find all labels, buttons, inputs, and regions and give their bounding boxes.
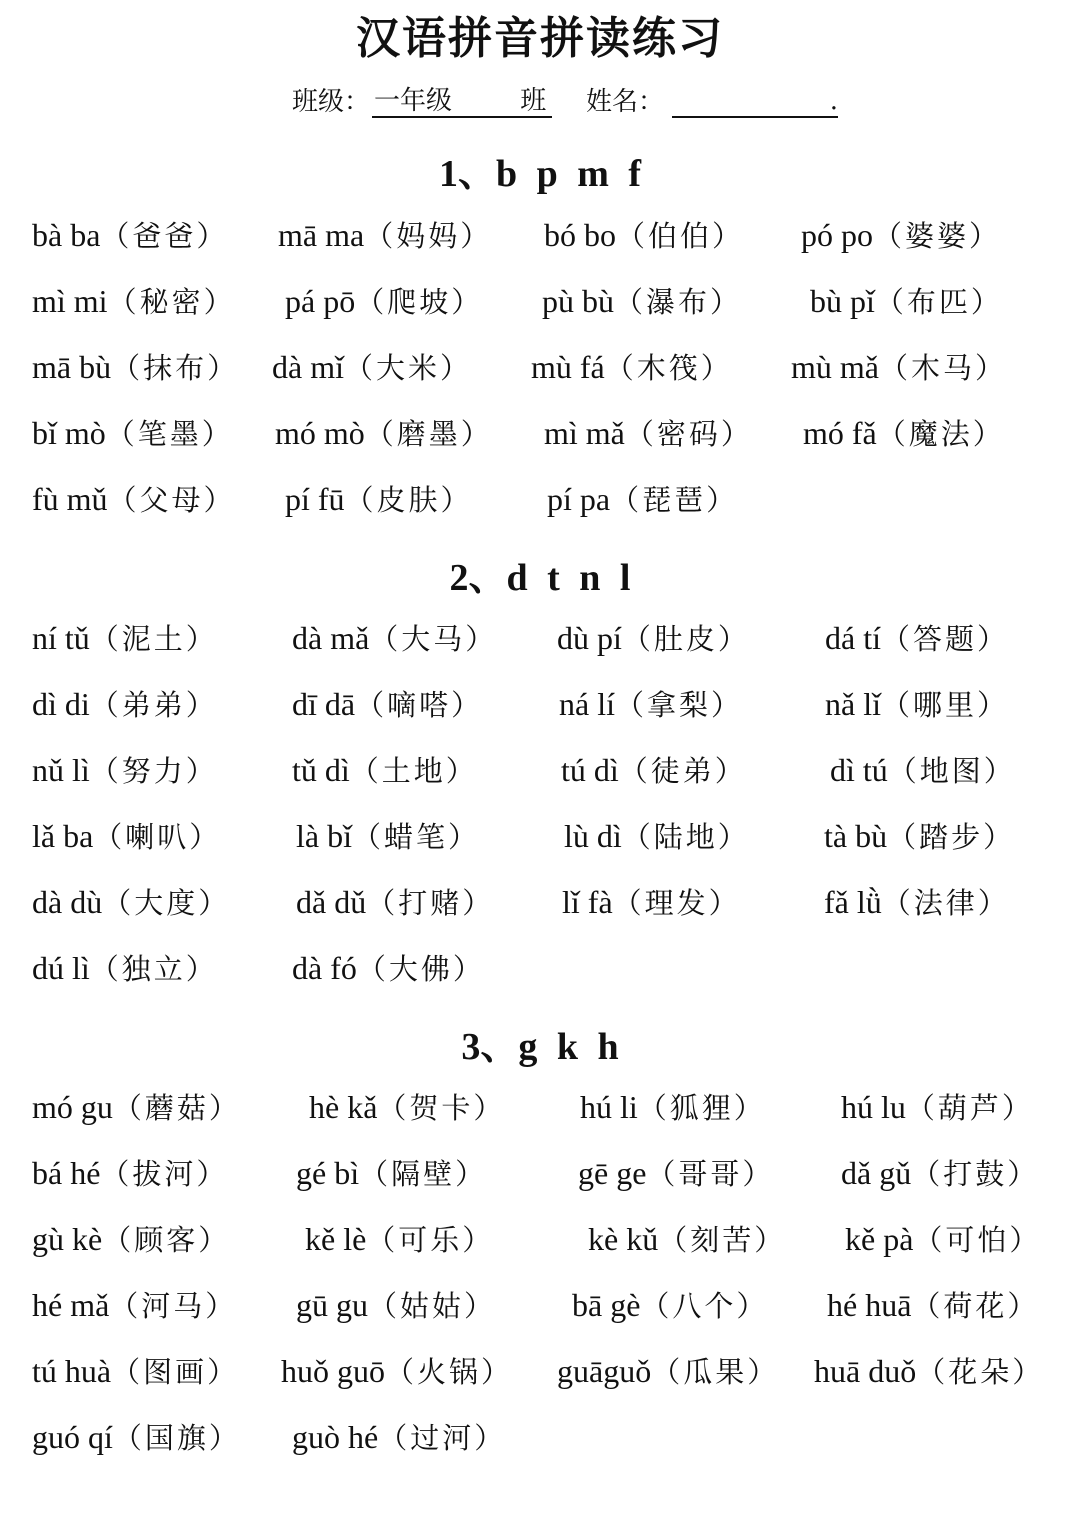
pinyin: gù kè — [32, 1221, 103, 1257]
word-item — [281, 1346, 513, 1397]
word-item — [827, 1280, 1039, 1331]
hanzi: （密码） — [624, 417, 753, 451]
pinyin: bà ba — [32, 217, 101, 253]
pinyin: guò hé — [292, 1419, 379, 1455]
word-item — [810, 276, 1003, 327]
hanzi: （地图） — [887, 754, 1016, 788]
page-title: 汉语拼音拼读练习 — [356, 13, 724, 64]
pinyin: dǎ gǔ — [841, 1155, 912, 1191]
pinyin: bù pǐ — [810, 283, 875, 319]
word-item — [32, 408, 234, 459]
pinyin: gé bì — [296, 1155, 360, 1191]
pinyin: mā bù — [32, 349, 112, 385]
hanzi: （过河） — [378, 1421, 507, 1455]
pinyin: mó mò — [275, 415, 365, 451]
word-row — [0, 1346, 1080, 1396]
hanzi: （刻苦） — [658, 1223, 787, 1257]
word-item — [32, 474, 236, 525]
section-heading: 2、d t n l — [449, 557, 631, 599]
word-item — [824, 877, 1010, 928]
word-item — [285, 474, 473, 525]
hanzi: （贺卡） — [377, 1091, 506, 1125]
pinyin: mì mi — [32, 283, 108, 319]
name-value: . — [829, 86, 839, 116]
pinyin: guó qí — [32, 1419, 113, 1455]
word-item — [278, 210, 492, 261]
pinyin: pá pō — [285, 283, 356, 319]
pinyin: hú lu — [841, 1089, 906, 1125]
word-item — [814, 1346, 1044, 1397]
word-item — [32, 276, 236, 327]
pinyin: mù mǎ — [791, 349, 879, 385]
pinyin: bó bo — [544, 217, 616, 253]
hanzi: （琵琶） — [610, 483, 739, 517]
grade-value: 一年级 — [374, 86, 453, 116]
pinyin: hé mǎ — [32, 1287, 110, 1323]
pinyin: là bǐ — [296, 818, 352, 854]
word-item — [562, 877, 741, 928]
pinyin: fù mǔ — [32, 481, 108, 517]
hanzi: （布匹） — [874, 285, 1003, 319]
hanzi: （葫芦） — [905, 1091, 1034, 1125]
hanzi: （狐狸） — [637, 1091, 766, 1125]
pinyin: dà dù — [32, 884, 103, 920]
pinyin: lù dì — [564, 818, 622, 854]
word-row — [0, 1214, 1080, 1264]
pinyin: kě lè — [305, 1221, 367, 1257]
word-item — [285, 276, 483, 327]
name-label: 姓名： — [586, 87, 665, 117]
word-item — [557, 1346, 779, 1397]
hanzi: （爬坡） — [355, 285, 484, 319]
pinyin: hú li — [580, 1089, 638, 1125]
hanzi: （火锅） — [385, 1355, 514, 1389]
hanzi: （大米） — [343, 351, 472, 385]
word-row — [0, 474, 1080, 524]
hanzi: （笔墨） — [105, 417, 234, 451]
word-item — [32, 1214, 230, 1265]
pinyin: pí pa — [547, 481, 611, 517]
pinyin: dǎ dǔ — [296, 884, 367, 920]
word-item — [272, 342, 472, 393]
word-item — [544, 210, 744, 261]
word-item — [542, 276, 742, 327]
hanzi: （魔法） — [876, 417, 1005, 451]
pinyin: mì mǎ — [544, 415, 625, 451]
word-item — [292, 613, 497, 664]
hanzi: （花朵） — [916, 1355, 1045, 1389]
pinyin: lǎ ba — [32, 818, 94, 854]
hanzi: （秘密） — [107, 285, 236, 319]
pinyin: nǔ lì — [32, 752, 90, 788]
word-item — [296, 1148, 487, 1199]
word-item — [564, 811, 750, 862]
word-row — [0, 613, 1080, 663]
hanzi: （答题） — [880, 622, 1009, 656]
hanzi: （可乐） — [366, 1223, 495, 1257]
class-label: 班级： — [292, 87, 371, 117]
hanzi: （打鼓） — [911, 1157, 1040, 1191]
hanzi: （弟弟） — [89, 688, 218, 722]
pinyin: tú dì — [561, 752, 619, 788]
section-heading: 3、g k h — [461, 1026, 619, 1068]
word-item — [296, 877, 494, 928]
pinyin: pí fū — [285, 481, 345, 517]
student-info-line — [292, 84, 838, 118]
hanzi: （大马） — [369, 622, 498, 656]
pinyin: dì di — [32, 686, 90, 722]
hanzi: （理发） — [612, 886, 741, 920]
pinyin: tú huà — [32, 1353, 112, 1389]
word-item — [841, 1148, 1039, 1199]
hanzi: （妈妈） — [364, 219, 493, 253]
word-item — [791, 342, 1007, 393]
word-row — [0, 811, 1080, 861]
word-item — [830, 745, 1016, 796]
pinyin: pó po — [801, 217, 873, 253]
pinyin: bā gè — [572, 1287, 641, 1323]
hanzi: （泥土） — [89, 622, 218, 656]
pinyin: dá tí — [825, 620, 881, 656]
word-item — [32, 613, 218, 664]
hanzi: （瀑布） — [614, 285, 743, 319]
class-suffix: 班 — [520, 86, 547, 116]
word-row — [0, 679, 1080, 729]
word-item — [305, 1214, 494, 1265]
pinyin: guāguǒ — [557, 1353, 652, 1389]
word-item — [32, 1082, 241, 1133]
pinyin: bǐ mò — [32, 415, 106, 451]
word-item — [841, 1082, 1034, 1133]
word-item — [292, 745, 478, 796]
hanzi: （哪里） — [880, 688, 1009, 722]
hanzi: （爸爸） — [100, 219, 229, 253]
pinyin: dì tú — [830, 752, 888, 788]
hanzi: （婆婆） — [873, 219, 1002, 253]
word-item — [559, 679, 743, 730]
word-item — [296, 811, 480, 862]
pinyin: ná lí — [559, 686, 615, 722]
hanzi: （独立） — [89, 952, 218, 986]
hanzi: （顾客） — [102, 1223, 231, 1257]
pinyin: gē ge — [578, 1155, 647, 1191]
hanzi: （踏步） — [887, 820, 1016, 854]
pinyin: dù pí — [557, 620, 622, 656]
hanzi: （图画） — [111, 1355, 240, 1389]
word-item — [578, 1148, 774, 1199]
word-item — [32, 1280, 237, 1331]
hanzi: （土地） — [349, 754, 478, 788]
hanzi: （伯伯） — [616, 219, 745, 253]
word-row — [0, 1082, 1080, 1132]
word-item — [32, 342, 239, 393]
word-item — [292, 943, 485, 994]
word-row — [0, 408, 1080, 458]
word-item — [32, 1346, 239, 1397]
hanzi: （抹布） — [111, 351, 240, 385]
word-item — [292, 679, 483, 730]
pinyin: ní tǔ — [32, 620, 90, 656]
word-item — [825, 613, 1009, 664]
hanzi: （法律） — [881, 886, 1010, 920]
pinyin: dà fó — [292, 950, 357, 986]
word-item — [572, 1280, 768, 1331]
pinyin: tà bù — [824, 818, 888, 854]
word-item — [588, 1214, 786, 1265]
hanzi: （磨墨） — [364, 417, 493, 451]
word-item — [825, 679, 1009, 730]
hanzi: （努力） — [89, 754, 218, 788]
hanzi: （可怕） — [913, 1223, 1042, 1257]
word-item — [32, 811, 221, 862]
pinyin: mó fǎ — [803, 415, 877, 451]
word-row — [0, 1280, 1080, 1330]
pinyin: tǔ dì — [292, 752, 350, 788]
hanzi: （拔河） — [100, 1157, 229, 1191]
hanzi: （八个） — [640, 1289, 769, 1323]
hanzi: （隔壁） — [359, 1157, 488, 1191]
pinyin: nǎ lǐ — [825, 686, 881, 722]
hanzi: （哥哥） — [646, 1157, 775, 1191]
word-item — [803, 408, 1005, 459]
pinyin: fǎ lǜ — [824, 884, 882, 920]
word-item — [296, 1280, 496, 1331]
word-row — [0, 342, 1080, 392]
hanzi: （姑姑） — [368, 1289, 497, 1323]
pinyin: mā ma — [278, 217, 365, 253]
pinyin: dà mǎ — [292, 620, 370, 656]
pinyin: gū gu — [296, 1287, 368, 1323]
word-item — [292, 1412, 506, 1463]
word-item — [561, 745, 747, 796]
pinyin: dà mǐ — [272, 349, 344, 385]
hanzi: （皮肤） — [344, 483, 473, 517]
pinyin: lǐ fà — [562, 884, 613, 920]
word-item — [275, 408, 493, 459]
word-row — [0, 276, 1080, 326]
word-item — [32, 745, 218, 796]
word-item — [547, 474, 738, 525]
hanzi: （木筏） — [604, 351, 733, 385]
word-row — [0, 210, 1080, 260]
section-heading: 1、b p m f — [438, 153, 642, 195]
class-field[interactable] — [372, 86, 552, 118]
word-item — [32, 1148, 228, 1199]
hanzi: （大度） — [102, 886, 231, 920]
hanzi: （陆地） — [621, 820, 750, 854]
pinyin: kè kǔ — [588, 1221, 659, 1257]
hanzi: （河马） — [109, 1289, 238, 1323]
hanzi: （拿梨） — [614, 688, 743, 722]
word-item — [32, 210, 228, 261]
pinyin: mó gu — [32, 1089, 113, 1125]
word-item — [309, 1082, 505, 1133]
hanzi: （大佛） — [356, 952, 485, 986]
hanzi: （徒弟） — [618, 754, 747, 788]
hanzi: （肚皮） — [621, 622, 750, 656]
name-field[interactable] — [672, 86, 838, 118]
hanzi: （蘑菇） — [112, 1091, 241, 1125]
pinyin: mù fá — [531, 349, 605, 385]
hanzi: （荷花） — [911, 1289, 1040, 1323]
pinyin: hé huā — [827, 1287, 912, 1323]
word-item — [845, 1214, 1041, 1265]
hanzi: （嘀嗒） — [355, 688, 484, 722]
word-row — [0, 943, 1080, 993]
word-item — [32, 877, 230, 928]
word-row — [0, 1148, 1080, 1198]
pinyin: bá hé — [32, 1155, 101, 1191]
hanzi: （木马） — [878, 351, 1007, 385]
word-row — [0, 877, 1080, 927]
word-item — [544, 408, 753, 459]
hanzi: （国旗） — [112, 1421, 241, 1455]
word-row — [0, 1412, 1080, 1462]
hanzi: （父母） — [107, 483, 236, 517]
hanzi: （蜡笔） — [351, 820, 480, 854]
hanzi: （瓜果） — [651, 1355, 780, 1389]
word-item — [531, 342, 733, 393]
pinyin: dú lì — [32, 950, 90, 986]
word-item — [32, 679, 218, 730]
pinyin: pù bù — [542, 283, 614, 319]
hanzi: （喇叭） — [93, 820, 222, 854]
word-row — [0, 745, 1080, 795]
word-item — [32, 1412, 241, 1463]
word-item — [801, 210, 1001, 261]
word-item — [824, 811, 1015, 862]
pinyin: huǒ guō — [281, 1353, 385, 1389]
word-item — [32, 943, 218, 994]
hanzi: （打赌） — [366, 886, 495, 920]
word-item — [580, 1082, 766, 1133]
word-item — [557, 613, 750, 664]
pinyin: hè kǎ — [309, 1089, 378, 1125]
pinyin: dī dā — [292, 686, 356, 722]
pinyin: huā duǒ — [814, 1353, 917, 1389]
pinyin: kě pà — [845, 1221, 914, 1257]
